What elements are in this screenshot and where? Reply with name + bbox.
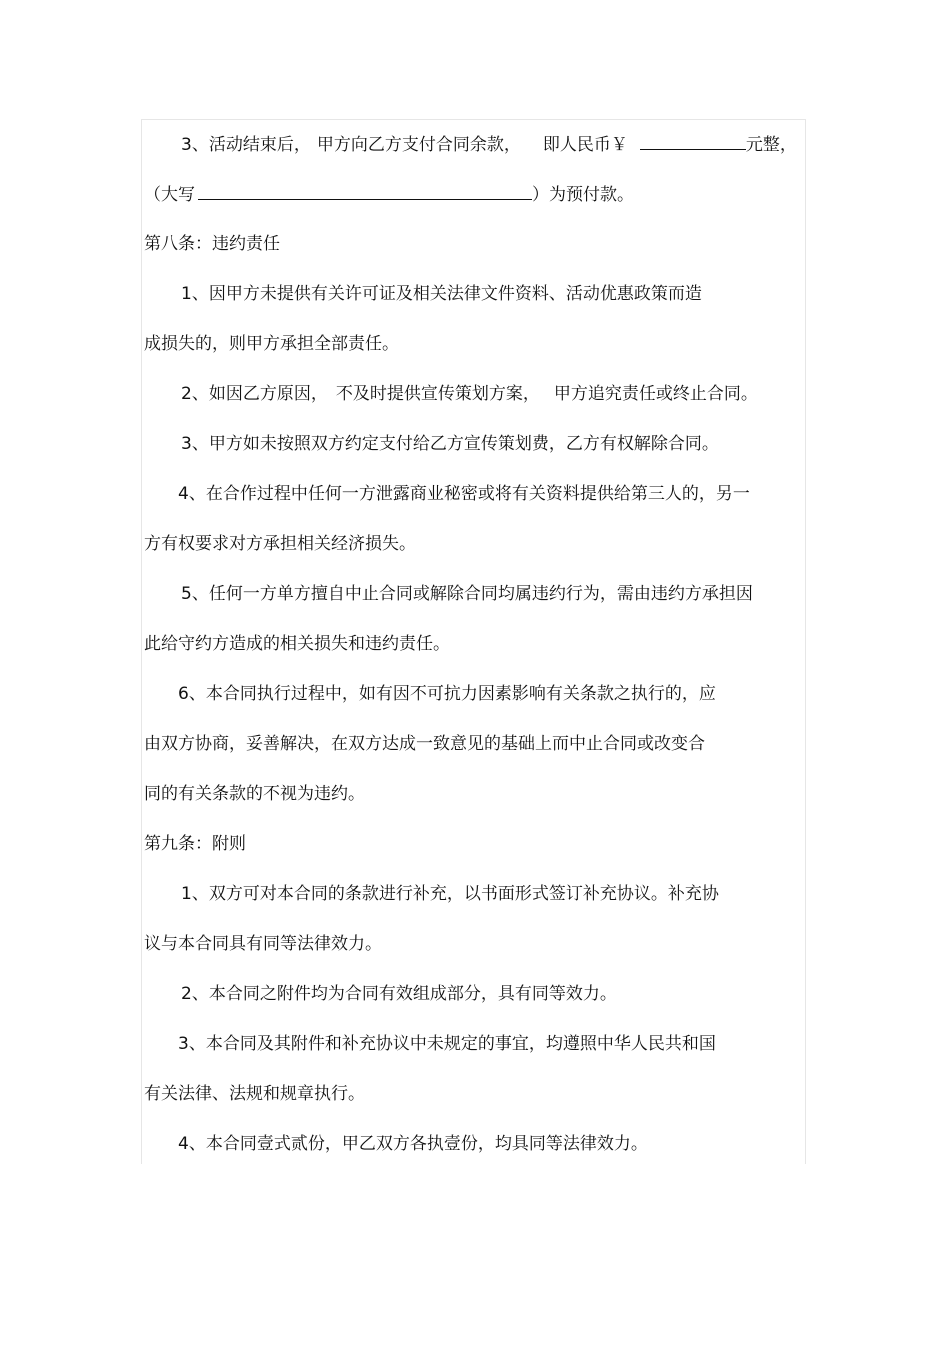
article-8-item-4-line-2: 方有权要求对方承担相关经济损失。 (144, 534, 416, 554)
text-segment: 甲方追究责任或终止合同。 (553, 384, 758, 404)
article-9-heading: 第九条：附则 (144, 834, 246, 854)
text-segment: 元整， (745, 135, 797, 155)
text-segment: ）为预付款。 (532, 185, 634, 205)
article-8-item-2 (181, 384, 758, 404)
text-segment: 2、如因乙方原因， (181, 384, 328, 404)
article-8-item-1-line-1: 1、因甲方未提供有关许可证及相关法律文件资料、活动优惠政策而造 (181, 284, 702, 304)
article-8-item-6-line-2: 由双方协商，妥善解决，在双方达成一致意见的基础上而中止合同或改变合 (144, 734, 705, 754)
text-segment: 甲方向乙方支付合同余款， (316, 135, 521, 155)
clause-7-item-3-line-1 (181, 134, 797, 155)
article-9-item-1-line-1: 1、双方可对本合同的条款进行补充，以书面形式签订补充协议。补充协 (181, 884, 719, 904)
article-9-item-4: 4、本合同壹式贰份，甲乙双方各执壹份，均具同等法律效力。 (178, 1134, 648, 1154)
amount-blank (640, 134, 746, 150)
text-segment: 即人民币￥ (542, 135, 628, 155)
article-8-item-1-line-2: 成损失的，则甲方承担全部责任。 (144, 334, 399, 354)
article-9-item-3-line-1: 3、本合同及其附件和补充协议中未规定的事宜，均遵照中华人民共和国 (178, 1034, 716, 1054)
article-8-item-6-line-1: 6、本合同执行过程中，如有因不可抗力因素影响有关条款之执行的，应 (178, 684, 716, 704)
article-8-item-5-line-2: 此给守约方造成的相关损失和违约责任。 (144, 634, 450, 654)
amount-in-words-blank (198, 184, 532, 200)
article-9-item-1-line-2: 议与本合同具有同等法律效力。 (144, 934, 382, 954)
article-9-item-3-line-2: 有关法律、法规和规章执行。 (144, 1084, 365, 1104)
article-8-item-3: 3、甲方如未按照双方约定支付给乙方宣传策划费，乙方有权解除合同。 (181, 434, 719, 454)
article-8-item-4-line-1: 4、在合作过程中任何一方泄露商业秘密或将有关资料提供给第三人的，另一 (178, 484, 750, 504)
article-8-heading: 第八条：违约责任 (144, 234, 280, 254)
article-8-item-5-line-1: 5、任何一方单方擅自中止合同或解除合同均属违约行为，需由违约方承担因 (181, 584, 753, 604)
text-segment: 3、活动结束后， (181, 135, 311, 155)
text-segment: （大写 (144, 185, 195, 205)
article-9-item-2: 2、本合同之附件均为合同有效组成部分，具有同等效力。 (181, 984, 617, 1004)
text-segment: 不及时提供宣传策划方案， (335, 384, 540, 404)
clause-7-item-3-line-2 (144, 184, 634, 205)
article-8-item-6-line-3: 同的有关条款的不视为违约。 (144, 784, 365, 804)
